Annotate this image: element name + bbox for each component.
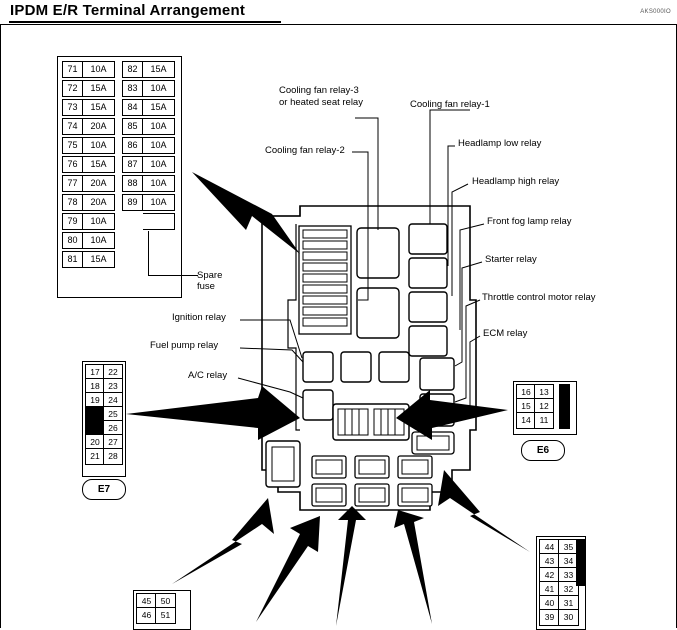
fuse-row xyxy=(62,80,115,97)
fuse-amperage: 20A xyxy=(83,175,115,192)
fuse-amperage: 15A xyxy=(143,61,175,78)
fuse-row xyxy=(122,137,175,154)
fuse-number: 85 xyxy=(122,118,143,135)
pin-cell: 27 xyxy=(103,434,123,451)
pin-cell: 42 xyxy=(539,567,560,584)
callout-front-fog-lamp-relay: Front fog lamp relay xyxy=(487,216,572,227)
fuse-amperage: 10A xyxy=(143,80,175,97)
pin-cell: 21 xyxy=(85,448,105,465)
pin-cell: 30 xyxy=(558,609,579,626)
callout-ecm-relay: ECM relay xyxy=(483,328,528,339)
fuse-row xyxy=(62,137,115,154)
fuse-amperage: 15A xyxy=(83,80,115,97)
callout-headlamp-high-relay: Headlamp high relay xyxy=(472,176,560,187)
fuse-row xyxy=(62,251,115,268)
pin-cell: 20 xyxy=(85,434,105,451)
frame-left-border xyxy=(0,24,1,628)
callout-throttle-control-motor-relay: Throttle control motor relay xyxy=(482,292,596,303)
connector-label-e7: E7 xyxy=(82,479,126,500)
fuse-amperage xyxy=(143,213,175,230)
fuse-number: 80 xyxy=(62,232,83,249)
fuse-number: 73 xyxy=(62,99,83,116)
fuse-row xyxy=(62,213,115,230)
fuse-table-right-column xyxy=(122,61,175,232)
page-title: IPDM E/R Terminal Arrangement xyxy=(10,2,246,19)
fuse-row xyxy=(62,232,115,249)
fuse-row xyxy=(122,61,175,78)
pin-cell: 40 xyxy=(539,595,560,612)
fuse-number: 76 xyxy=(62,156,83,173)
fuse-row xyxy=(122,118,175,135)
connector-label-e6: E6 xyxy=(521,440,565,461)
fuse-number: 71 xyxy=(62,61,83,78)
fuse-number: 86 xyxy=(122,137,143,154)
pin-cell: 25 xyxy=(103,406,123,423)
pin-cell: 12 xyxy=(534,398,554,415)
pin-cell: 39 xyxy=(539,609,560,626)
fuse-number: 77 xyxy=(62,175,83,192)
fuse-number: 82 xyxy=(122,61,143,78)
connector-bottom-right-keyway xyxy=(576,539,585,586)
pin-cell: 17 xyxy=(85,364,105,381)
pin-cell: 14 xyxy=(516,412,536,429)
pin-cell: 41 xyxy=(539,581,560,598)
fuse-amperage: 10A xyxy=(83,61,115,78)
fuse-row xyxy=(62,156,115,173)
fuse-amperage: 15A xyxy=(83,99,115,116)
fuse-amperage: 10A xyxy=(143,175,175,192)
pin-cell: 15 xyxy=(516,398,536,415)
fuse-amperage: 20A xyxy=(83,118,115,135)
pin-cell: 13 xyxy=(534,384,554,401)
fuse-number: 74 xyxy=(62,118,83,135)
fuse-amperage: 10A xyxy=(83,232,115,249)
fuse-row xyxy=(122,175,175,192)
fuse-number: 75 xyxy=(62,137,83,154)
fuse-row xyxy=(122,99,175,116)
fuse-row xyxy=(122,194,175,211)
pin-cell: 45 xyxy=(136,593,157,610)
fuse-number: 84 xyxy=(122,99,143,116)
callout-ac-relay: A/C relay xyxy=(188,370,228,381)
pin-cell: 46 xyxy=(136,607,157,624)
pin-cell: 24 xyxy=(103,392,123,409)
callout-headlamp-low-relay: Headlamp low relay xyxy=(458,138,542,149)
callout-cooling-fan-relay-3: Cooling fan relay-3 or heated seat relay xyxy=(279,85,363,108)
fuse-row xyxy=(62,118,115,135)
pin-cell: 50 xyxy=(155,593,176,610)
fuse-number: 72 xyxy=(62,80,83,97)
fuse-row xyxy=(62,194,115,211)
fuse-amperage: 10A xyxy=(83,137,115,154)
pin-cell: 51 xyxy=(155,607,176,624)
spare-fuse-leader xyxy=(148,231,198,276)
fuse-row xyxy=(62,99,115,116)
pin-cell: 32 xyxy=(558,581,579,598)
fuse-amperage: 15A xyxy=(143,99,175,116)
connector-e6-keyway xyxy=(559,384,570,429)
connector-e7 xyxy=(82,361,126,477)
fuse-number: 87 xyxy=(122,156,143,173)
pin-cell: 26 xyxy=(103,420,123,437)
title-underline xyxy=(9,21,281,23)
fuse-table-left-column xyxy=(62,61,115,270)
fuse-row xyxy=(122,156,175,173)
fuse-number: 79 xyxy=(62,213,83,230)
fuse-number: 88 xyxy=(122,175,143,192)
pin-cell: 43 xyxy=(539,553,560,570)
fuse-amperage: 20A xyxy=(83,194,115,211)
fuse-row xyxy=(62,61,115,78)
callout-fuel-pump-relay: Fuel pump relay xyxy=(150,340,219,351)
fuse-amperage: 10A xyxy=(143,194,175,211)
fuse-row xyxy=(122,80,175,97)
pin-cell: 11 xyxy=(534,412,554,429)
document-code: AKS000IO xyxy=(640,9,671,15)
pin-cell: 16 xyxy=(516,384,536,401)
pin-cell: 22 xyxy=(103,364,123,381)
fuse-row-spare xyxy=(122,213,175,230)
fuse-row xyxy=(62,175,115,192)
callout-cooling-fan-relay-1: Cooling fan relay-1 xyxy=(410,99,490,110)
connector-bottom-left xyxy=(133,590,191,630)
pin-cell: 44 xyxy=(539,539,560,556)
fuse-number: 83 xyxy=(122,80,143,97)
fuse-number: 89 xyxy=(122,194,143,211)
pin-cell: 19 xyxy=(85,392,105,409)
pin-cell: 34 xyxy=(558,553,579,570)
fuse-amperage: 10A xyxy=(83,213,115,230)
callout-ignition-relay: Ignition relay xyxy=(172,312,226,323)
fuse-amperage: 10A xyxy=(143,118,175,135)
fuse-amperage: 15A xyxy=(83,251,115,268)
fuse-number xyxy=(122,213,143,230)
pin-cell: 28 xyxy=(103,448,123,465)
pin-cell: 18 xyxy=(85,378,105,395)
pin-cell: 31 xyxy=(558,595,579,612)
callout-cooling-fan-relay-2: Cooling fan relay-2 xyxy=(265,145,345,156)
spare-fuse-label: Spare fuse xyxy=(197,270,223,292)
pin-cell: 33 xyxy=(558,567,579,584)
fuse-amperage: 10A xyxy=(143,156,175,173)
frame-top-border xyxy=(0,24,677,25)
fuse-number: 78 xyxy=(62,194,83,211)
pin-cell: 35 xyxy=(558,539,579,556)
fuse-amperage: 10A xyxy=(143,137,175,154)
fuse-number: 81 xyxy=(62,251,83,268)
pin-cell: 23 xyxy=(103,378,123,395)
callout-starter-relay: Starter relay xyxy=(485,254,537,265)
fuse-amperage: 15A xyxy=(83,156,115,173)
